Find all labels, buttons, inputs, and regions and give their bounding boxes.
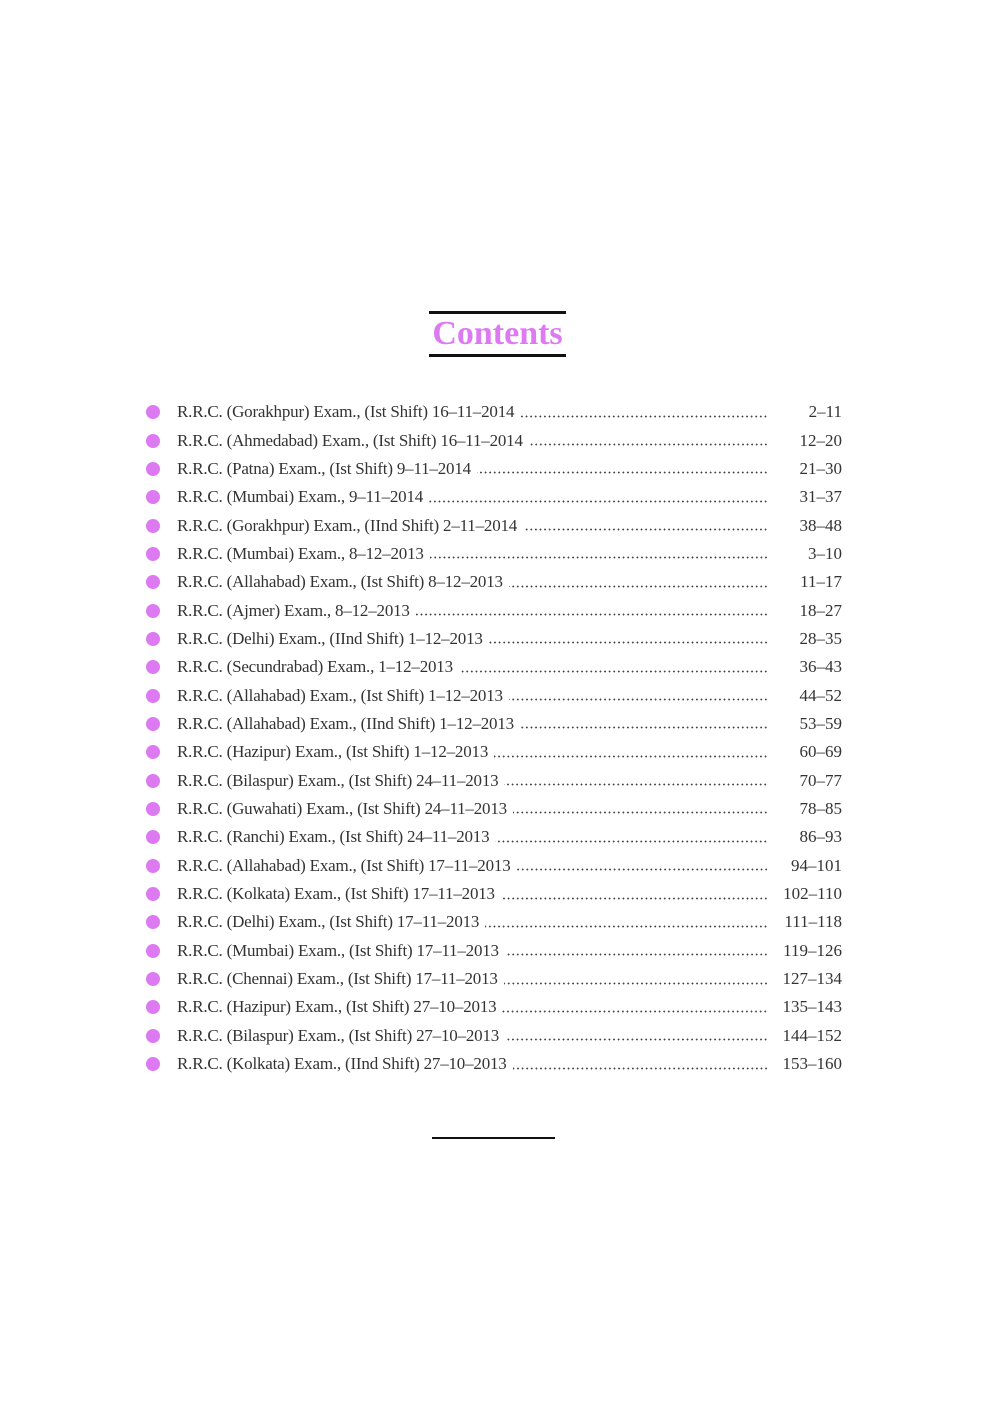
toc-entry-pages: 31–37 <box>799 487 842 507</box>
toc-entry-title: R.R.C. (Allahabad) Exam., (Ist Shift) 17–11–2013 <box>177 855 511 875</box>
toc-entry[interactable] <box>146 625 842 653</box>
toc-entry[interactable] <box>146 823 842 851</box>
toc-entry-pages: 38–48 <box>799 515 842 535</box>
toc-entry-title: R.R.C. (Kolkata) Exam., (Ist Shift) 17–11–2013 <box>177 884 495 904</box>
toc-entry[interactable] <box>146 1022 842 1050</box>
bullet-icon <box>146 519 160 533</box>
bullet-icon <box>146 575 160 589</box>
toc-entry-title: R.R.C. (Gorakhpur) Exam., (Ist Shift) 16–11–2014 <box>177 402 515 422</box>
dot-leader <box>489 641 768 644</box>
toc-entry-title: R.R.C. (Allahabad) Exam., (Ist Shift) 8–12–2013 <box>177 572 503 592</box>
dot-leader <box>513 1067 768 1070</box>
toc-entry-title: R.R.C. (Ajmer) Exam., 8–12–2013 <box>177 600 410 620</box>
page-title: Contents <box>432 315 563 352</box>
bullet-icon <box>146 887 160 901</box>
toc-entry-title: R.R.C. (Hazipur) Exam., (Ist Shift) 27–10–2013 <box>177 997 497 1017</box>
toc-entry[interactable] <box>146 426 842 454</box>
toc-entry-title: R.R.C. (Bilaspur) Exam., (Ist Shift) 24–11–2013 <box>177 770 499 790</box>
toc-entry-title: R.R.C. (Delhi) Exam., (Ist Shift) 17–11–2013 <box>177 912 480 932</box>
dot-leader <box>502 1010 768 1013</box>
toc-entry[interactable] <box>146 568 842 596</box>
toc-entry-pages: 36–43 <box>799 657 842 677</box>
toc-entry-pages: 28–35 <box>799 628 842 648</box>
toc-entry[interactable] <box>146 766 842 794</box>
toc-entry[interactable] <box>146 795 842 823</box>
toc-entry[interactable] <box>146 455 842 483</box>
toc-entry[interactable] <box>146 937 842 965</box>
dot-leader <box>485 925 768 928</box>
dot-leader <box>459 670 768 673</box>
toc-entry-pages: 70–77 <box>799 770 842 790</box>
dot-leader <box>517 868 768 871</box>
toc-entry-pages: 18–27 <box>799 600 842 620</box>
toc-entry-pages: 2–11 <box>808 402 842 422</box>
toc-entry-title: R.R.C. (Ahmedabad) Exam., (Ist Shift) 16–11–2014 <box>177 430 523 450</box>
toc-entry-title: R.R.C. (Ranchi) Exam., (Ist Shift) 24–11–2013 <box>177 827 490 847</box>
bullet-icon <box>146 1057 160 1071</box>
bullet-icon <box>146 972 160 986</box>
toc-entry-title: R.R.C. (Mumbai) Exam., 8–12–2013 <box>177 543 424 563</box>
bullet-icon <box>146 462 160 476</box>
toc-entry-title: R.R.C. (Guwahati) Exam., (Ist Shift) 24–11–2013 <box>177 798 507 818</box>
toc-entry[interactable] <box>146 993 842 1021</box>
dot-leader <box>504 783 768 786</box>
dot-leader <box>505 1038 768 1041</box>
toc-entry-title: R.R.C. (Delhi) Exam., (IInd Shift) 1–12–2013 <box>177 628 483 648</box>
dot-leader <box>494 755 768 758</box>
dot-leader <box>523 528 768 531</box>
toc-entry[interactable] <box>146 653 842 681</box>
toc-entry-pages: 119–126 <box>783 940 842 960</box>
dot-leader <box>501 897 768 900</box>
dot-leader <box>509 698 768 701</box>
toc-entry-title: R.R.C. (Hazipur) Exam., (Ist Shift) 1–12–2013 <box>177 742 489 762</box>
bullet-icon <box>146 745 160 759</box>
toc-entry-pages: 12–20 <box>799 430 842 450</box>
toc-entry-pages: 60–69 <box>799 742 842 762</box>
dot-leader <box>495 840 768 843</box>
toc-entry-pages: 3–10 <box>808 543 842 563</box>
bullet-icon <box>146 1029 160 1043</box>
toc-entry-title: R.R.C. (Kolkata) Exam., (IInd Shift) 27–10–2013 <box>177 1054 507 1074</box>
dot-leader <box>509 585 768 588</box>
toc-entry-title: R.R.C. (Secundrabad) Exam., 1–12–2013 <box>177 657 453 677</box>
toc-entry-title: R.R.C. (Mumbai) Exam., 9–11–2014 <box>177 487 424 507</box>
dot-leader <box>416 613 768 616</box>
bullet-icon <box>146 632 160 646</box>
toc-entry-pages: 144–152 <box>782 1025 842 1045</box>
dot-leader <box>504 982 768 985</box>
bullet-icon <box>146 547 160 561</box>
bullet-icon <box>146 830 160 844</box>
toc-entry-pages: 111–118 <box>784 912 842 932</box>
bullet-icon <box>146 915 160 929</box>
toc-entry-title: R.R.C. (Allahabad) Exam., (IInd Shift) 1–12–2013 <box>177 713 514 733</box>
bullet-icon <box>146 802 160 816</box>
toc-entry[interactable] <box>146 738 842 766</box>
bullet-icon <box>146 660 160 674</box>
bullet-icon <box>146 859 160 873</box>
toc-entry-title: R.R.C. (Gorakhpur) Exam., (IInd Shift) 2–11–2014 <box>177 515 518 535</box>
bullet-icon <box>146 604 160 618</box>
bullet-icon <box>146 405 160 419</box>
dot-leader <box>505 953 768 956</box>
toc-entry-pages: 135–143 <box>782 997 842 1017</box>
dot-leader <box>520 415 768 418</box>
toc-entry[interactable] <box>146 965 842 993</box>
dot-leader <box>520 726 768 729</box>
toc-entry[interactable] <box>146 483 842 511</box>
dot-leader <box>513 811 768 814</box>
bullet-icon <box>146 689 160 703</box>
toc-entry-title: R.R.C. (Patna) Exam., (Ist Shift) 9–11–2014 <box>177 458 471 478</box>
dot-leader <box>429 500 768 503</box>
toc-entry[interactable] <box>146 511 842 539</box>
title-block <box>429 311 566 357</box>
toc-entry[interactable] <box>146 1050 842 1078</box>
toc-entry[interactable] <box>146 908 842 936</box>
toc-entry-pages: 53–59 <box>799 713 842 733</box>
toc-entry[interactable] <box>146 852 842 880</box>
toc-entry-title: R.R.C. (Mumbai) Exam., (Ist Shift) 17–11–2013 <box>177 940 499 960</box>
bullet-icon <box>146 490 160 504</box>
bullet-icon <box>146 1000 160 1014</box>
bottom-divider <box>432 1137 555 1139</box>
toc-entry-pages: 44–52 <box>799 685 842 705</box>
dot-leader <box>529 443 768 446</box>
table-of-contents <box>146 398 842 1078</box>
toc-entry-pages: 21–30 <box>799 458 842 478</box>
bullet-icon <box>146 774 160 788</box>
toc-entry-title: R.R.C. (Bilaspur) Exam., (Ist Shift) 27–10–2013 <box>177 1025 500 1045</box>
toc-entry-title: R.R.C. (Allahabad) Exam., (Ist Shift) 1–12–2013 <box>177 685 503 705</box>
toc-entry[interactable] <box>146 710 842 738</box>
bullet-icon <box>146 434 160 448</box>
toc-entry-pages: 102–110 <box>783 884 842 904</box>
toc-entry[interactable] <box>146 540 842 568</box>
toc-entry[interactable] <box>146 398 842 426</box>
toc-entry[interactable] <box>146 880 842 908</box>
bullet-icon <box>146 944 160 958</box>
toc-entry-pages: 11–17 <box>800 572 842 592</box>
toc-entry-pages: 94–101 <box>791 855 842 875</box>
dot-leader <box>477 471 768 474</box>
dot-leader <box>430 556 768 559</box>
toc-entry-pages: 86–93 <box>799 827 842 847</box>
bullet-icon <box>146 717 160 731</box>
toc-entry-title: R.R.C. (Chennai) Exam., (Ist Shift) 17–11–2013 <box>177 969 498 989</box>
toc-entry-pages: 78–85 <box>799 798 842 818</box>
toc-entry[interactable] <box>146 681 842 709</box>
toc-entry[interactable] <box>146 596 842 624</box>
toc-entry-pages: 153–160 <box>782 1054 842 1074</box>
toc-entry-pages: 127–134 <box>782 969 842 989</box>
